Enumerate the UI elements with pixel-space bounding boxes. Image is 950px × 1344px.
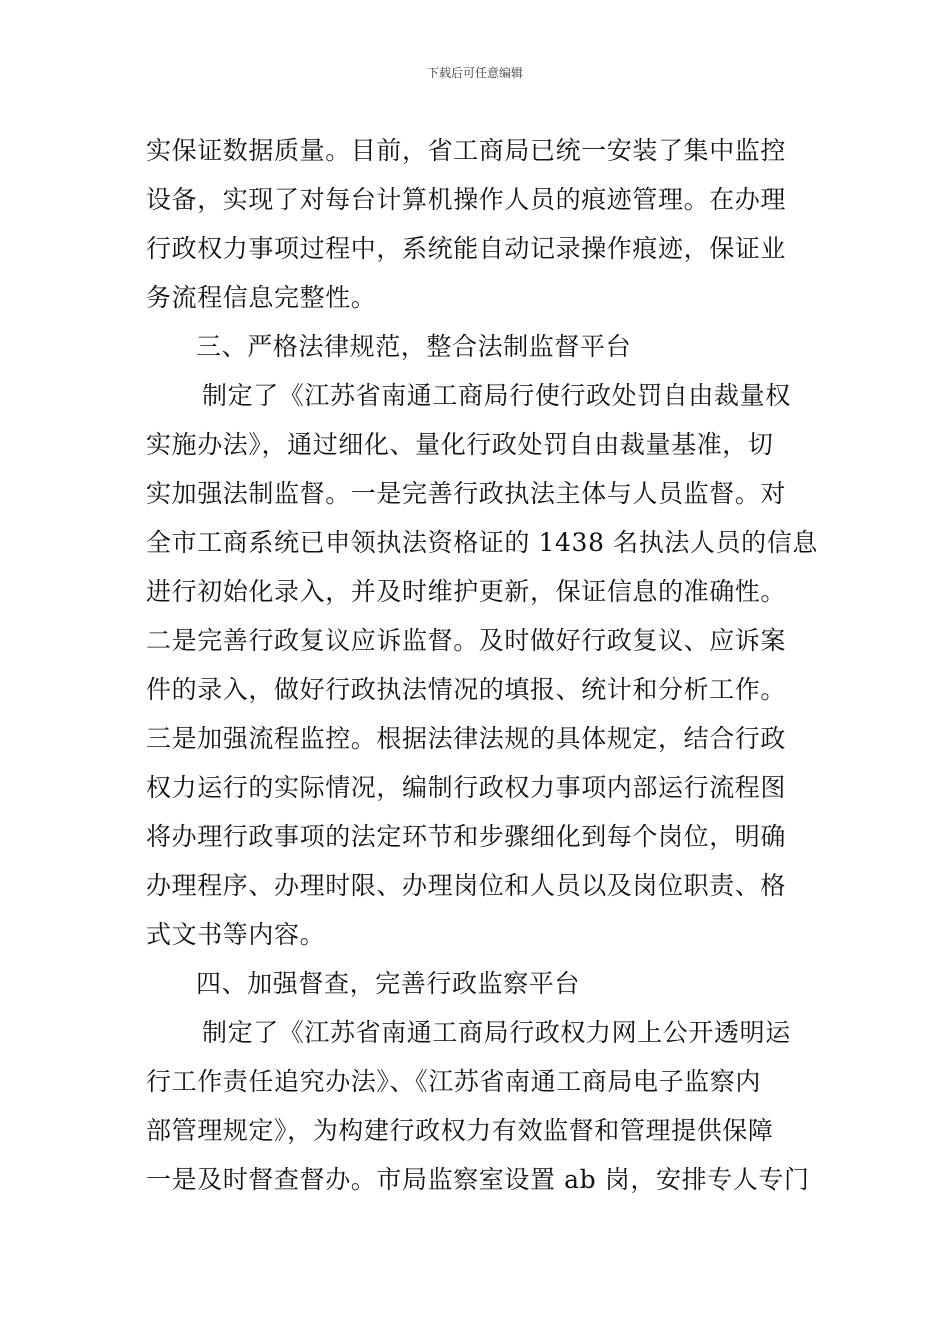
text-line: 部管理规定》，为构建行政权力有效监督和管理提供保障 (146, 1116, 774, 1145)
text-line: 实加强法制监督。一是完善行政执法主体与人员监督。对 (146, 479, 787, 508)
section-heading: 四、加强督查，完善行政监察平台 (196, 969, 581, 998)
text-line: 行政权力事项过程中，系统能自动记录操作痕迹，保证业 (146, 234, 787, 263)
page-header: 下载后可任意编辑 (426, 66, 523, 80)
text-line: 权力运行的实际情况，编制行政权力事项内部运行流程图 (146, 773, 787, 802)
section-heading: 三、严格法律规范，整合法制监督平台 (196, 332, 632, 361)
text-line: 实施办法》，通过细化、量化行政处罚自由裁量基准，切 (146, 430, 774, 459)
text-line: 三是加强流程监控。根据法律法规的具体规定，结合行政 (146, 724, 787, 753)
text-line: 式文书等内容。 (146, 920, 326, 949)
text-line: 实保证数据质量。目前，省工商局已统一安装了集中监控 (146, 136, 787, 165)
text-line: 一是及时督查督办。市局监察室设置 ab 岗，安排专人专门 (146, 1165, 810, 1194)
text-line: 将办理行政事项的法定环节和步骤细化到每个岗位，明确 (146, 822, 787, 851)
text-line: 设备，实现了对每台计算机操作人员的痕迹管理。在办理 (146, 185, 787, 214)
text-line: 件的录入，做好行政执法情况的填报、统计和分析工作。 (146, 675, 787, 704)
text-line: 全市工商系统已申领执法资格证的 1438 名执法人员的信息 (146, 528, 818, 557)
text-line: 制定了《江苏省南通工商局行政权力网上公开透明运 (202, 1018, 791, 1047)
text-line: 办理程序、办理时限、办理岗位和人员以及岗位职责、格 (146, 871, 787, 900)
text-line: 制定了《江苏省南通工商局行使行政处罚自由裁量权 (202, 381, 791, 410)
text-line: 二是完善行政复议应诉监督。及时做好行政复议、应诉案 (146, 626, 787, 655)
document-body (146, 126, 818, 1204)
text-line: 进行初始化录入，并及时维护更新，保证信息的准确性。 (146, 577, 787, 606)
text-line: 务流程信息完整性。 (146, 283, 377, 312)
text-line: 行工作责任追究办法》、《江苏省南通工商局电子监察内 (146, 1067, 762, 1096)
